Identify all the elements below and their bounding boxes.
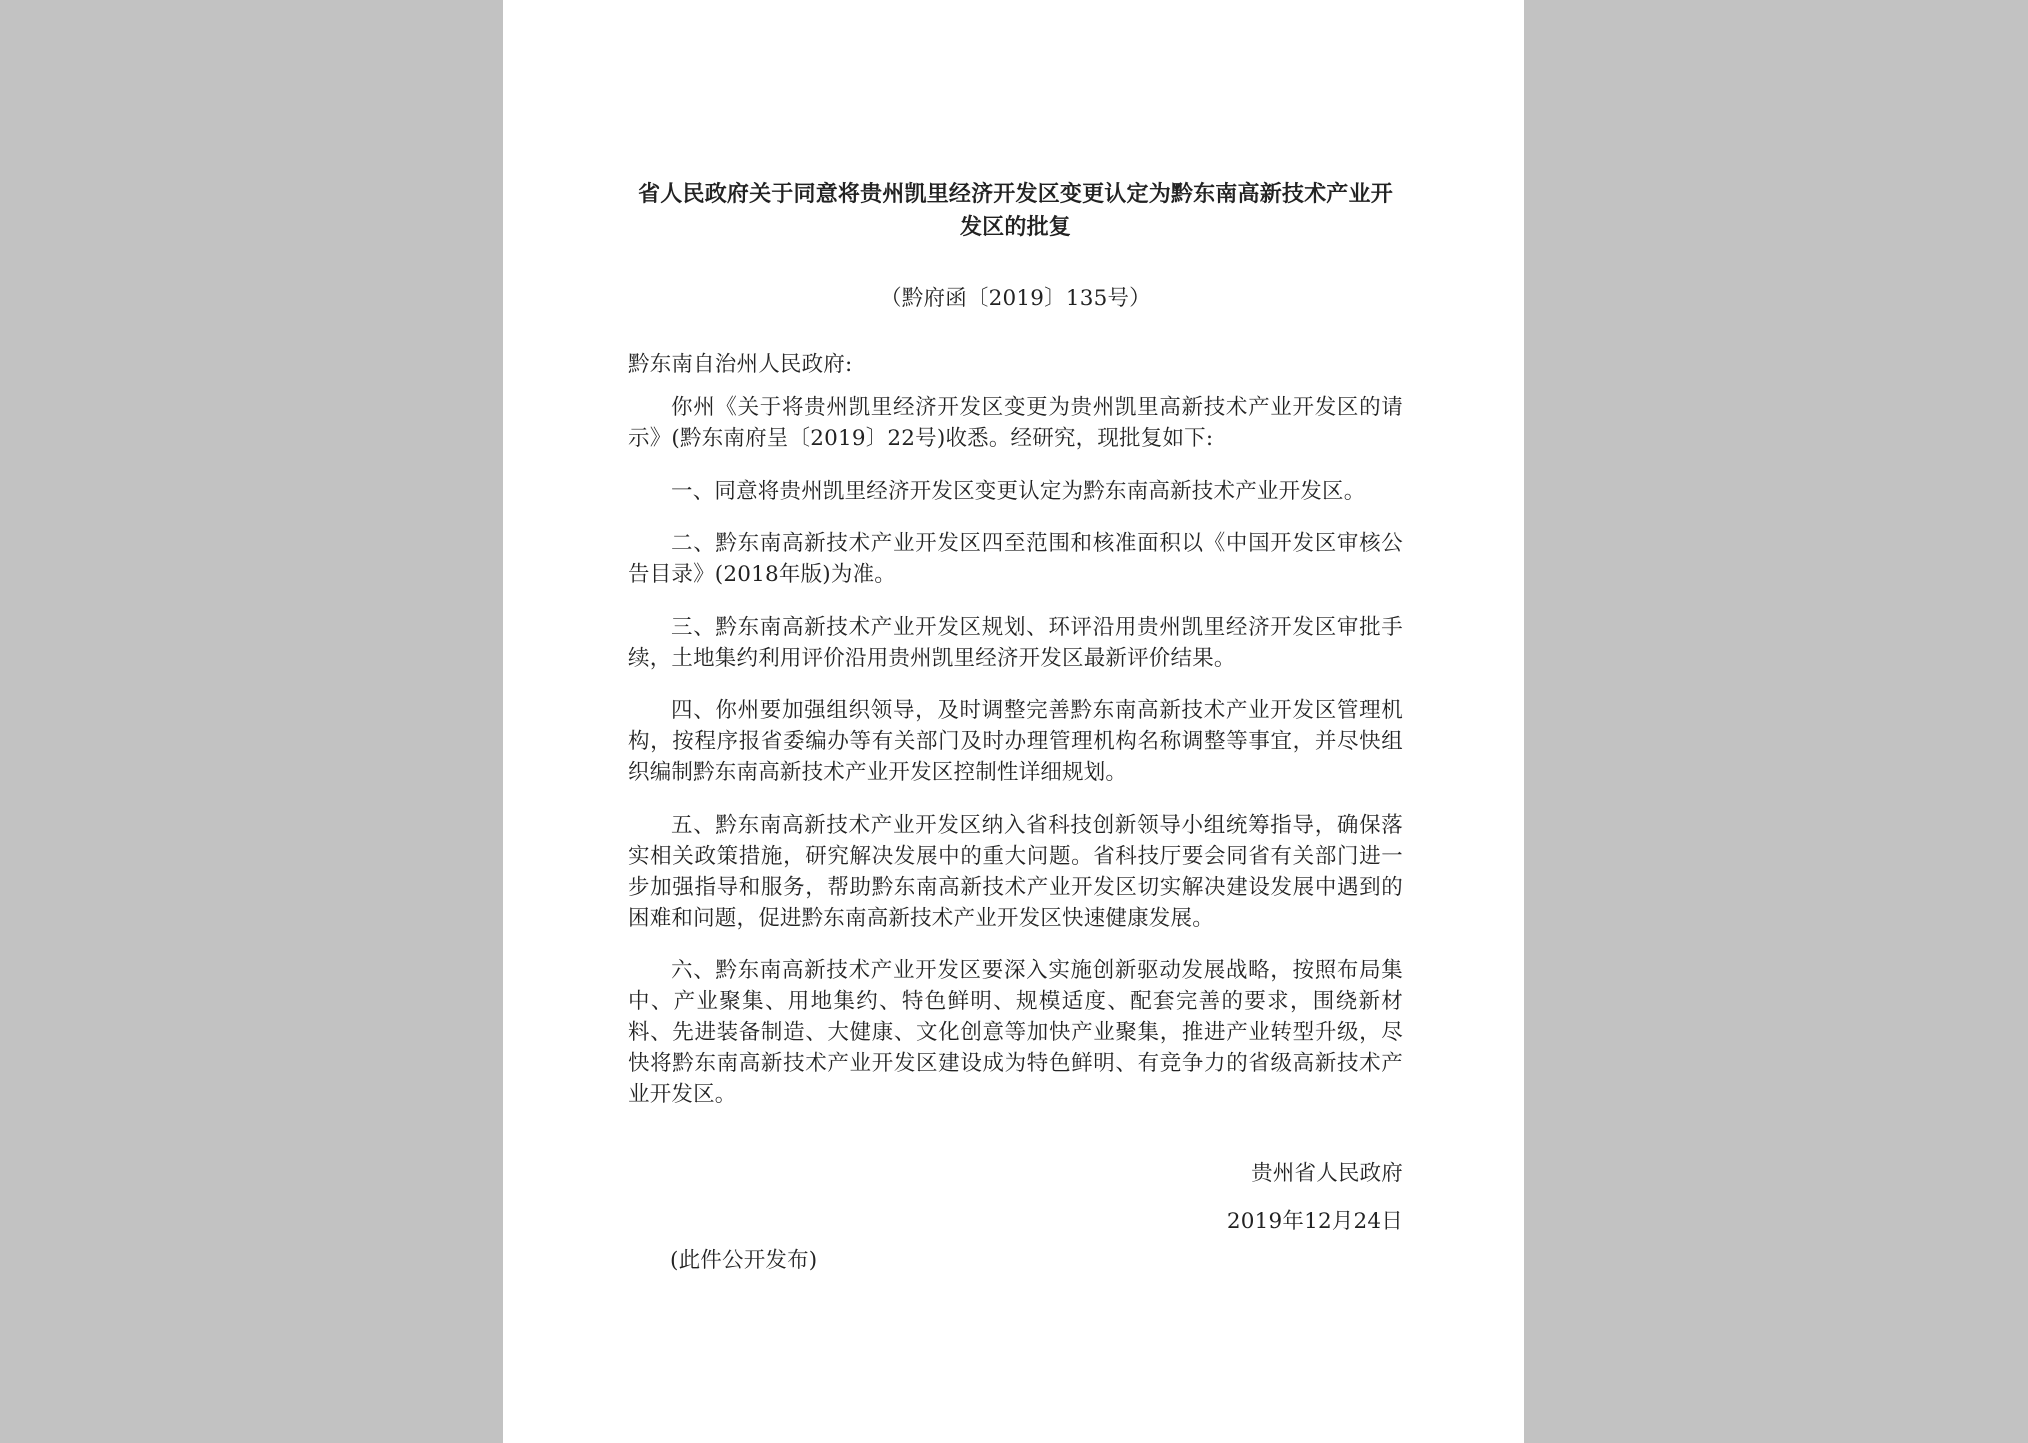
document-title: 省人民政府关于同意将贵州凯里经济开发区变更认定为黔东南高新技术产业开发区的批复 bbox=[638, 181, 1393, 240]
paragraph-intro: 你州《关于将贵州凯里经济开发区变更为贵州凯里高新技术产业开发区的请示》(黔东南府呈〔2019〕22号)收悉。经研究，现批复如下: bbox=[628, 395, 1403, 451]
document-number: （黔府函〔2019〕135号） bbox=[880, 286, 1151, 311]
paragraph-item-4: 四、你州要加强组织领导，及时调整完善黔东南高新技术产业开发区管理机构，按程序报省委编办等有关部门及时办理管理机构名称调整等事宜，并尽快组织编制黔东南高新技术产业开发区控制性详细规划。 bbox=[628, 698, 1403, 785]
paragraph-item-1: 一、同意将贵州凯里经济开发区变更认定为黔东南高新技术产业开发区。 bbox=[671, 478, 1366, 504]
paragraph-item-3: 三、黔东南高新技术产业开发区规划、环评沿用贵州凯里经济开发区审批手续，土地集约利用评价沿用贵州凯里经济开发区最新评价结果。 bbox=[628, 614, 1403, 671]
paragraph-item-2: 二、黔东南高新技术产业开发区四至范围和核准面积以《中国开发区审核公告目录》(2018年版)为准。 bbox=[628, 531, 1403, 587]
document-body bbox=[628, 178, 1403, 1276]
document-page bbox=[503, 0, 1524, 1443]
issue-date: 2019年12月24日 bbox=[1226, 1209, 1403, 1234]
paragraph-item-6: 六、黔东南高新技术产业开发区要深入实施创新驱动发展战略，按照布局集中、产业聚集、用地集约、特色鲜明、规模适度、配套完善的要求，围绕新材料、先进装备制造、大健康、文化创意等加快产业聚集，推进产业转型升级，尽快将黔东南高新技术产业开发区建设成为特色鲜明、有竞争力的省级高新技术产业开发区。 bbox=[628, 958, 1403, 1107]
addressee: 黔东南自治州人民政府: bbox=[628, 352, 853, 377]
paragraph-item-5: 五、黔东南高新技术产业开发区纳入省科技创新领导小组统筹指导，确保落实相关政策措施，研究解决发展中的重大问题。省科技厅要会同省有关部门进一步加强指导和服务，帮助黔东南高新技术产业开发区切实解决建设发展中遇到的困难和问题，促进黔东南高新技术产业开发区快速健康发展。 bbox=[628, 812, 1403, 931]
signature-block bbox=[628, 1150, 1403, 1246]
publication-note: (此件公开发布) bbox=[670, 1248, 818, 1273]
issuer: 贵州省人民政府 bbox=[1251, 1161, 1403, 1186]
